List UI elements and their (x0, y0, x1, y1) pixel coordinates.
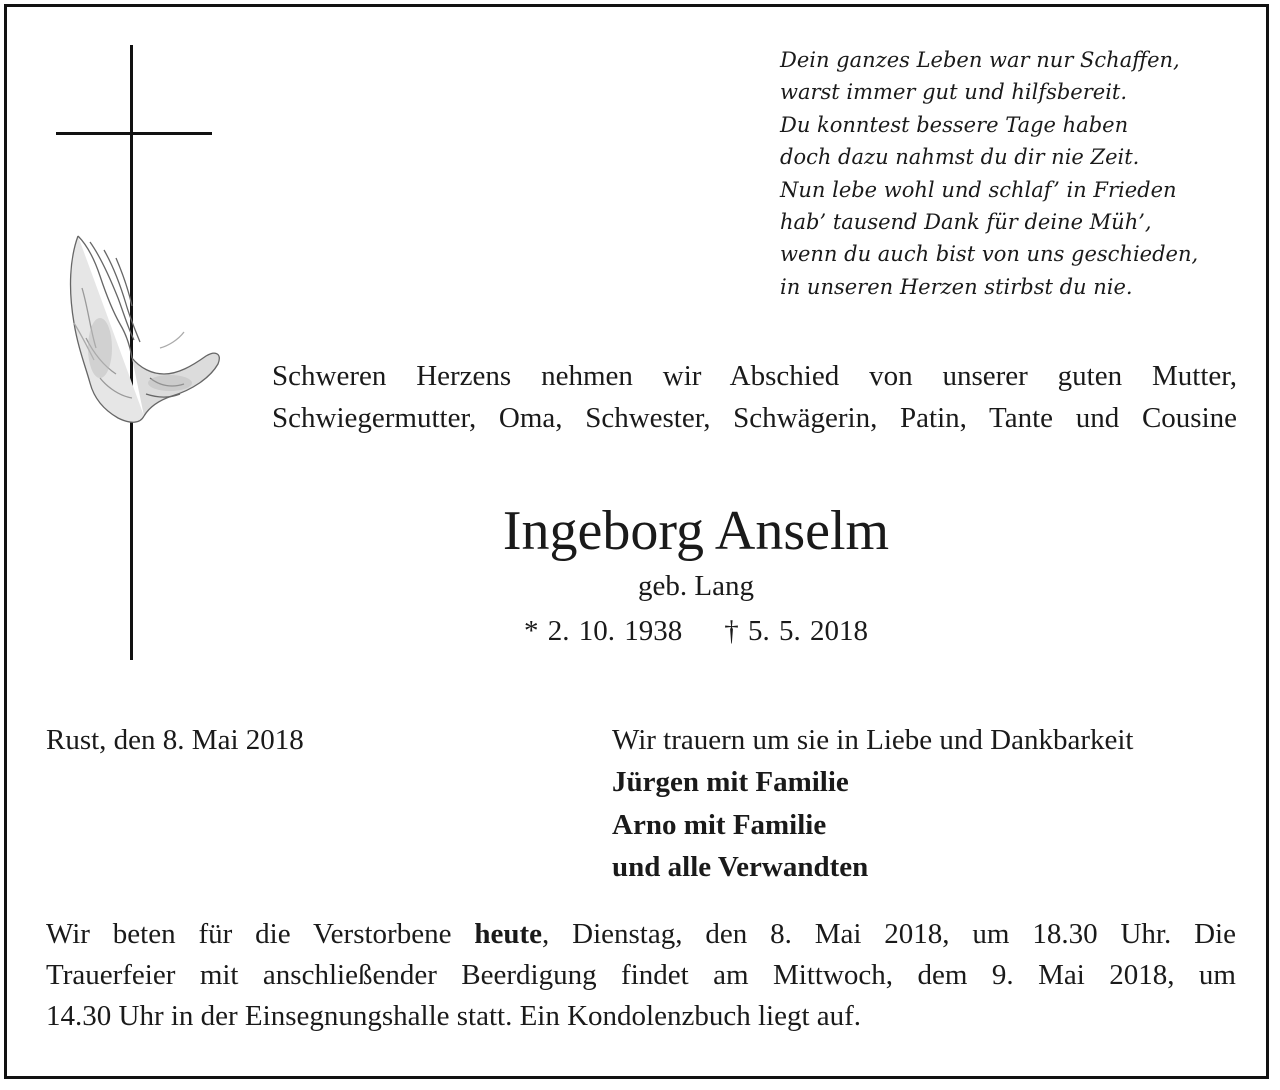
poem-line: Du konntest bessere Tage haben (780, 112, 1129, 137)
maiden-name: geb. Lang (638, 570, 754, 602)
poem-line: in unseren Herzen stirbst du nie. (780, 274, 1133, 299)
life-dates (0, 612, 1280, 650)
birth-date: * 2. 10. 1938 (524, 615, 683, 647)
poem-line: doch dazu nahmst du dir nie Zeit. (780, 145, 1140, 170)
intro-line: Schwiegermutter, Oma, Schwester, Schwägerin, Patin, Tante und Cousine (272, 402, 1237, 434)
deceased-name: Ingeborg Anselm (502, 500, 890, 562)
death-date: † 5. 5. 2018 (724, 615, 868, 647)
service-notice (46, 914, 1236, 1037)
mourning-statement: Wir trauern um sie in Liebe und Dankbarkeit (612, 724, 1134, 756)
poem-line: Dein ganzes Leben war nur Schaffen, (780, 48, 1180, 72)
cross-horizontal-bar (56, 132, 212, 135)
poem-line: warst immer gut und hilfsbereit. (780, 80, 1128, 105)
farewell-intro (272, 355, 1237, 439)
poem-line: hab’ tausend Dank für deine Müh’, (780, 210, 1152, 235)
service-text: , Dienstag, den 8. Mai 2018, um 18.30 Uhr. Die (542, 918, 1236, 950)
service-line: Trauerfeier mit anschließender Beerdigung findet am Mittwoch, dem 9. Mai 2018, um (46, 959, 1236, 991)
poem-line: Nun lebe wohl und schlaf’ in Frieden (780, 177, 1177, 202)
mourner-name: Arno mit Familie (612, 808, 827, 841)
service-text: Wir beten für die Verstorbene (46, 918, 475, 950)
place-and-date: Rust, den 8. Mai 2018 (46, 724, 304, 756)
service-highlight: heute (474, 918, 542, 950)
poem-line: wenn du auch bist von uns geschieden, (780, 242, 1199, 267)
memorial-poem (780, 44, 1250, 303)
service-line: 14.30 Uhr in der Einsegnungshalle statt. Ein Kondolenzbuch liegt auf. (46, 1000, 862, 1032)
service-line (46, 914, 1236, 955)
mourner-name: und alle Verwandten (612, 851, 869, 884)
praying-hands-icon (60, 228, 225, 433)
intro-line: Schweren Herzens nehmen wir Abschied von unserer guten Mutter, (272, 360, 1237, 392)
mourners-block (612, 719, 1242, 889)
mourner-name: Jürgen mit Familie (612, 766, 849, 799)
